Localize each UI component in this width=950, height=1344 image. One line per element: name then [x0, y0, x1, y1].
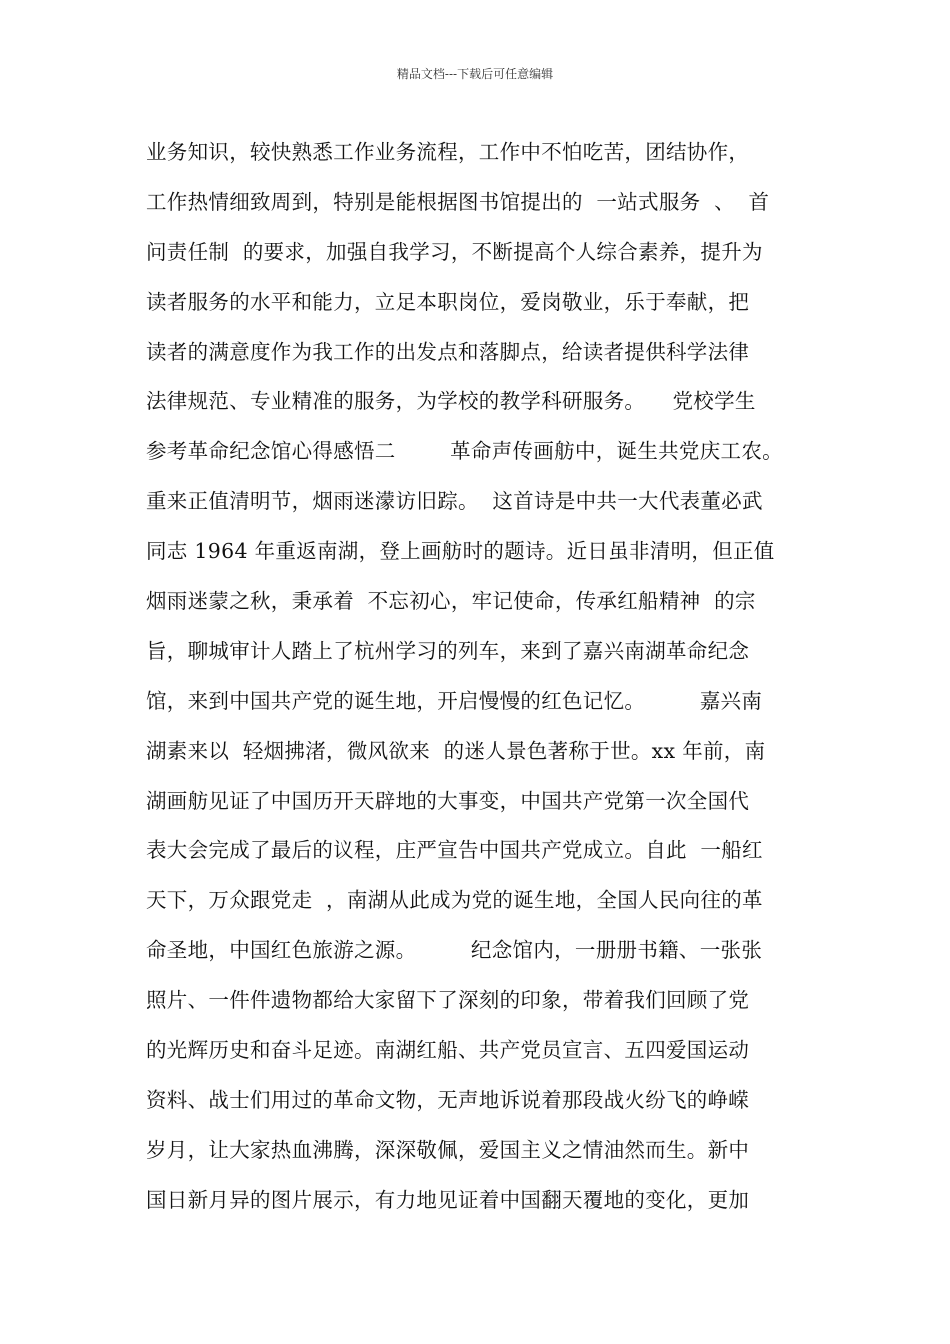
- text-line: 天下，万众跟党走 ，南湖从此成为党的诞生地，全国人民向往的革: [146, 888, 763, 913]
- text-line: 照片、一件件遗物都给大家留下了深刻的印象，带着我们回顾了党: [146, 988, 750, 1013]
- text-line: 国日新月异的图片展示，有力地见证着中国翻天覆地的变化，更加: [146, 1187, 750, 1212]
- text-line: 表大会完成了最后的议程，庄严宣告中国共产党成立。自此 一船红: [146, 838, 763, 863]
- text-line: 烟雨迷蒙之秋，秉承着 不忘初心，牢记使命，传承红船精神 的宗: [146, 589, 756, 614]
- text-line: 的光辉历史和奋斗足迹。南湖红船、共产党员宣言、五四爱国运动: [146, 1038, 750, 1063]
- text-line: 工作热情细致周到，特别是能根据图书馆提出的 一站式服务 、 首: [146, 189, 770, 214]
- document-body: [146, 130, 826, 1228]
- text-line: 资料、战士们用过的革命文物，无声地诉说着那段战火纷飞的峥嵘: [146, 1087, 750, 1112]
- text-line: 重来正值清明节，烟雨迷濛访旧踪。 这首诗是中共一大代表董必武: [146, 489, 763, 514]
- text-line: 读者的满意度作为我工作的出发点和落脚点，给读者提供科学法律: [146, 339, 750, 364]
- text-line: 旨，聊城审计人踏上了杭州学习的列车，来到了嘉兴南湖革命纪念: [146, 638, 750, 663]
- text-line: 读者服务的水平和能力，立足本职岗位，爱岗敬业，乐于奉献，把: [146, 289, 750, 314]
- text-line: 法律规范、专业精准的服务，为学校的教学科研服务。 党校学生: [146, 389, 756, 414]
- text-line: 湖画舫见证了中国历开天辟地的大事变，中国共产党第一次全国代: [146, 788, 750, 813]
- text-line: 湖素来以 轻烟拂渚，微风欲来 的迷人景色著称于世。xx 年前，南: [146, 738, 766, 763]
- text-line: 馆，来到中国共产党的诞生地，开启慢慢的红色记忆。 嘉兴南: [146, 688, 763, 713]
- text-line: 命圣地，中国红色旅游之源。 纪念馆内，一册册书籍、一张张: [146, 938, 763, 963]
- page-header: 精品文档---下载后可任意编辑: [396, 67, 554, 81]
- text-line: 岁月，让大家热血沸腾，深深敬佩，爱国主义之情油然而生。新中: [146, 1137, 750, 1162]
- text-line: 问责任制 的要求，加强自我学习，不断提高个人综合素养，提升为: [146, 239, 763, 264]
- text-line: 业务知识，较快熟悉工作业务流程，工作中不怕吃苦，团结协作，: [146, 140, 750, 164]
- text-line: 参考革命纪念馆心得感悟二 革命声传画舫中，诞生共党庆工农。: [146, 439, 783, 464]
- text-line: 同志 1964 年重返南湖，登上画舫时的题诗。近日虽非清明，但正值: [146, 539, 775, 564]
